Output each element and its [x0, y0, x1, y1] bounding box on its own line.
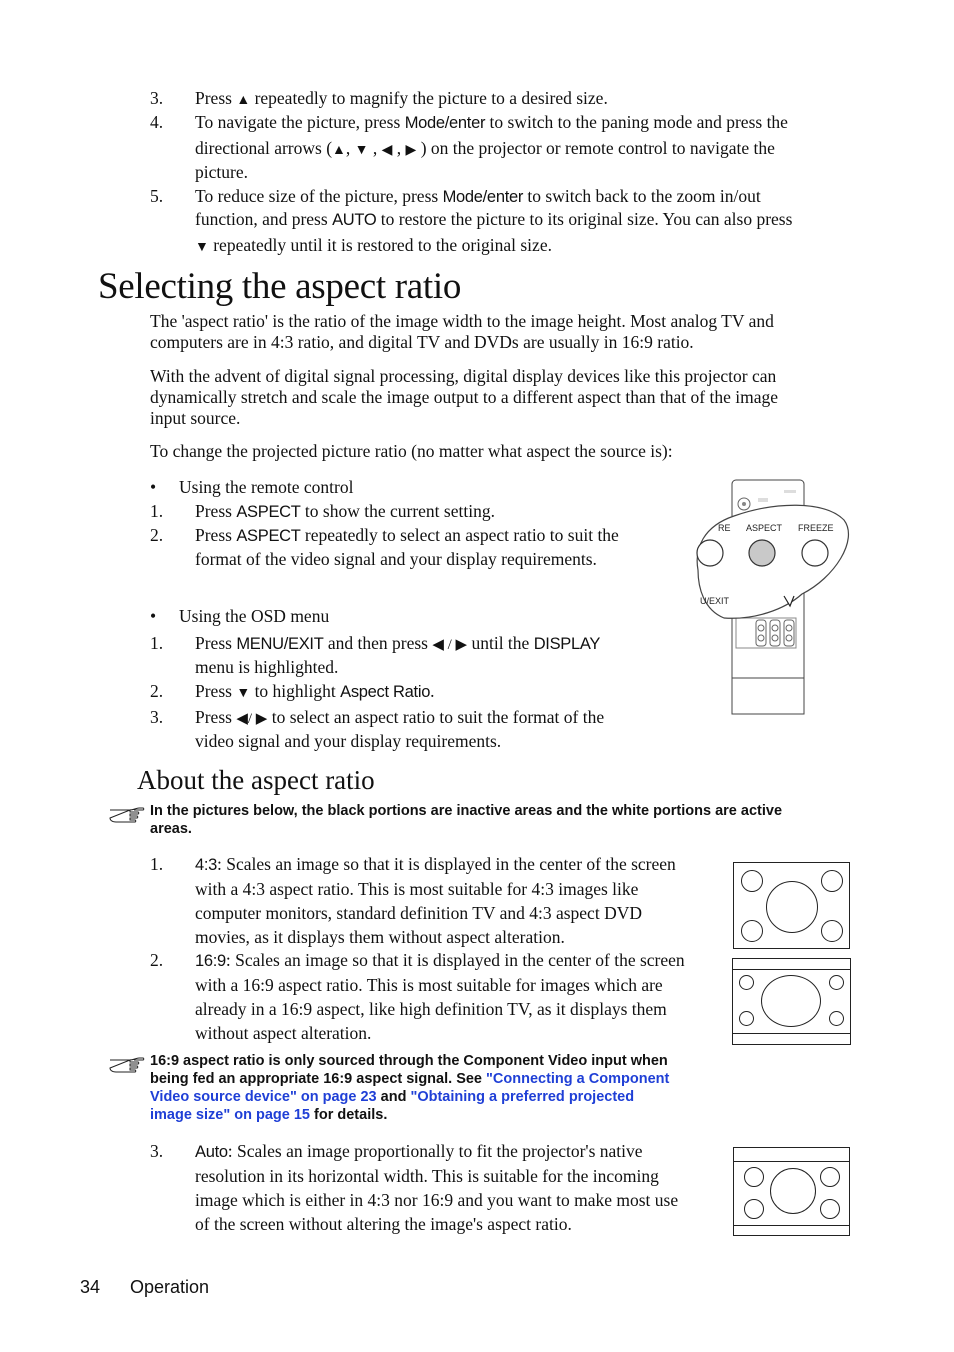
aspect-key: ASPECT: [236, 527, 301, 545]
text: : Scales an image proportionally to fit the projector's native: [227, 1141, 643, 1161]
auto-key: AUTO: [332, 211, 377, 229]
text-line: of the screen without altering the image's aspect ratio.: [195, 1214, 572, 1234]
text: to highlight: [250, 681, 341, 701]
text-line: already in a 16:9 aspect, like high definition TV, as it displays them: [195, 999, 667, 1019]
text: repeatedly to magnify the picture to a desired size.: [250, 88, 608, 108]
step-number: 2.: [150, 950, 164, 970]
text-line: areas.: [150, 821, 192, 837]
aspect-key: ASPECT: [236, 503, 301, 521]
text: .: [430, 681, 435, 701]
text-line: with a 16:9 aspect ratio. This is most suitable for images which are: [195, 975, 663, 995]
down-arrow-icon: ▼: [195, 240, 209, 255]
zoom-step-3: [195, 86, 608, 113]
aspect-button: [749, 540, 775, 566]
corner-circle: [741, 920, 763, 942]
page-number: 34: [80, 1277, 101, 1297]
text: repeatedly to select an aspect ratio to suit the: [300, 525, 619, 545]
corner-circle: [744, 1199, 764, 1219]
center-ellipse: [761, 975, 821, 1027]
letterbox-band-bottom: [734, 1225, 849, 1226]
text-line: 16:9 aspect ratio is only sourced through the Component Video input when: [150, 1053, 668, 1069]
text: to select an aspect ratio to suit the format of the: [267, 707, 605, 727]
text-line: dynamically stretch and scale the image output to a different aspect than that of the image: [150, 387, 778, 407]
text-line: with a 4:3 aspect ratio. This is most suitable for 4:3 images like: [195, 879, 639, 899]
text-line: computer monitors, standard definition TV and 4:3 aspect DVD: [195, 903, 642, 923]
note-16-9-source: [150, 1052, 669, 1124]
left-arrow-icon: ◀: [381, 143, 393, 158]
text-line: image which is either in 4:3 nor 16:9 and you want to make most use: [195, 1190, 679, 1210]
footer-section: Operation: [130, 1277, 210, 1297]
mode-enter-key: Mode/enter: [442, 188, 524, 206]
center-circle: [766, 881, 818, 933]
re-button-partial: [697, 540, 723, 566]
pointing-hand-icon: [108, 804, 146, 829]
text: repeatedly until it is restored to the original size.: [208, 235, 552, 255]
text: to switch back to the zoom in/out: [523, 186, 761, 206]
bullet: •: [150, 477, 157, 497]
text: : Scales an image so that it is displayed in the center of the screen: [225, 950, 685, 970]
text: and then press: [323, 633, 433, 653]
step-number: 1.: [150, 854, 164, 874]
freeze-label: FREEZE: [798, 523, 834, 533]
text: To navigate the picture, press: [195, 112, 405, 132]
ratio-name: 16:9: [195, 952, 226, 970]
aspect-label: ASPECT: [746, 523, 783, 533]
remote-step-1: [195, 499, 495, 524]
re-label: RE: [718, 523, 731, 533]
text: and: [376, 1089, 411, 1105]
corner-circle: [744, 1167, 764, 1187]
corner-circle: [820, 1199, 840, 1219]
text-line: The 'aspect ratio' is the ratio of the image width to the image height. Most analog TV and: [150, 311, 774, 331]
text: Press: [195, 633, 237, 653]
text: To reduce size of the picture, press: [195, 186, 443, 206]
intro-paragraph-2: [150, 366, 778, 429]
corner-circle: [820, 1167, 840, 1187]
text: function, and press: [195, 209, 333, 229]
zoom-step-4-line-1: [195, 110, 788, 135]
osd-step-1-line-2: menu is highlighted.: [195, 657, 339, 677]
link-connecting-component[interactable]: Video source device" on page 23: [150, 1089, 377, 1105]
text-line: computers are in 4:3 ratio, and digital TV and DVDs are usually in 16:9 ratio.: [150, 332, 694, 352]
text: ,: [345, 138, 355, 158]
center-circle: [770, 1168, 816, 1214]
text: directional arrows (: [195, 138, 333, 158]
osd-step-1-line-1: [195, 631, 600, 657]
remote-step-2-line-2: format of the video signal and your display requirements.: [195, 549, 597, 569]
link-preferred-image-size[interactable]: "Obtaining a preferred projected: [410, 1089, 635, 1105]
step-number: 3.: [150, 707, 164, 727]
text-line: without aspect alteration.: [195, 1023, 372, 1043]
remote-control-illustration: [694, 478, 854, 718]
text: to switch to the paning mode and press the: [485, 112, 788, 132]
step-number: 3.: [150, 88, 164, 108]
text-line: In the pictures below, the black portions are inactive areas and the white portions are active: [150, 803, 783, 819]
left-right-arrow-icon: ◀/ ▶: [236, 711, 268, 727]
aspect-ratio-menu-item: Aspect Ratio: [340, 683, 431, 701]
corner-circle: [739, 975, 754, 990]
freeze-button: [802, 540, 828, 566]
text: Press: [195, 88, 237, 108]
text: to show the current setting.: [300, 501, 495, 521]
note-inactive-areas: [150, 802, 782, 838]
text-line: resolution in its horizontal width. This is suitable for the incoming: [195, 1166, 659, 1186]
aspect-16-9-illustration: [732, 958, 851, 1045]
corner-circle: [821, 870, 843, 892]
mode-enter-key: Mode/enter: [404, 114, 486, 132]
remote-step-2-line-1: [195, 523, 619, 548]
osd-step-3-line-2: video signal and your display requirements.: [195, 731, 502, 751]
ratio-name: Auto: [195, 1143, 228, 1161]
text-line: movies, as it displays them without aspect alteration.: [195, 927, 565, 947]
osd-step-3-line-1: [195, 705, 604, 731]
corner-circle: [739, 1011, 754, 1026]
ratio-4-3-description: [195, 852, 676, 949]
letterbox-band-bottom: [733, 1033, 850, 1034]
zoom-step-5-line-2: [195, 207, 792, 232]
text: ,: [392, 138, 406, 158]
ratio-name: 4:3: [195, 856, 218, 874]
corner-circle: [829, 975, 844, 990]
section-subheading: About the aspect ratio: [137, 765, 375, 795]
aspect-auto-illustration: [733, 1147, 850, 1236]
step-number: 1.: [150, 501, 164, 521]
zoom-step-5-line-3: [195, 233, 552, 260]
ratio-auto-description: [195, 1139, 678, 1236]
text: ,: [368, 138, 382, 158]
link-preferred-image-size[interactable]: image size" on page 15: [150, 1107, 310, 1123]
text: to restore the picture to its original size. You can also press: [376, 209, 793, 229]
step-number: 2.: [150, 681, 164, 701]
menu-exit-label: U/EXIT: [700, 596, 730, 606]
intro-paragraph-3: To change the projected picture ratio (no matter what aspect the source is):: [150, 441, 673, 461]
corner-circle: [741, 870, 763, 892]
text: Press: [195, 525, 237, 545]
ratio-16-9-description: [195, 948, 685, 1045]
corner-circle: [821, 920, 843, 942]
step-number: 5.: [150, 186, 164, 206]
page-title: Selecting the aspect ratio: [98, 266, 462, 307]
text: Press: [195, 501, 237, 521]
text: until the: [467, 633, 534, 653]
bullet: •: [150, 606, 157, 626]
menu-exit-key: MENU/EXIT: [236, 635, 324, 653]
zoom-step-4-line-3: picture.: [195, 162, 248, 182]
remote-control-drawing: [694, 478, 854, 718]
letterbox-band-top: [733, 959, 850, 970]
down-arrow-icon: ▼: [236, 686, 251, 701]
letterbox-band-top: [734, 1148, 849, 1162]
display-menu-label: DISPLAY: [533, 635, 601, 653]
osd-step-2: [195, 679, 434, 706]
text: : Scales an image so that it is displayed in the center of the screen: [217, 854, 676, 874]
step-number: 1.: [150, 633, 164, 653]
osd-section-title: Using the OSD menu: [179, 606, 330, 626]
step-number: 2.: [150, 525, 164, 545]
text: for details.: [310, 1107, 388, 1123]
zoom-step-4-line-2: [195, 136, 775, 163]
step-number: 3.: [150, 1141, 164, 1161]
zoom-step-5-line-1: [195, 184, 761, 209]
corner-circle: [829, 1011, 844, 1026]
text-line: With the advent of digital signal processing, digital display devices like this projector can: [150, 366, 777, 386]
intro-paragraph-1: [150, 311, 774, 353]
link-connecting-component[interactable]: "Connecting a Component: [486, 1071, 670, 1087]
remote-section-title: Using the remote control: [179, 477, 354, 497]
aspect-4-3-illustration: [733, 862, 850, 949]
text: Press: [195, 707, 237, 727]
pointing-hand-icon: [108, 1054, 146, 1079]
text-line: input source.: [150, 408, 241, 428]
text: ) on the projector or remote control to navigate the: [416, 138, 775, 158]
up-arrow-icon: ▲: [236, 93, 251, 108]
text: Press: [195, 681, 237, 701]
text: being fed an appropriate 16:9 aspect signal. See: [150, 1071, 487, 1087]
right-arrow-icon: ▶: [405, 143, 417, 158]
step-number: 4.: [150, 112, 164, 132]
up-arrow-icon: ▲: [332, 143, 346, 158]
left-right-arrow-icon: ◀ / ▶: [432, 637, 468, 653]
down-arrow-icon: ▼: [354, 143, 369, 158]
